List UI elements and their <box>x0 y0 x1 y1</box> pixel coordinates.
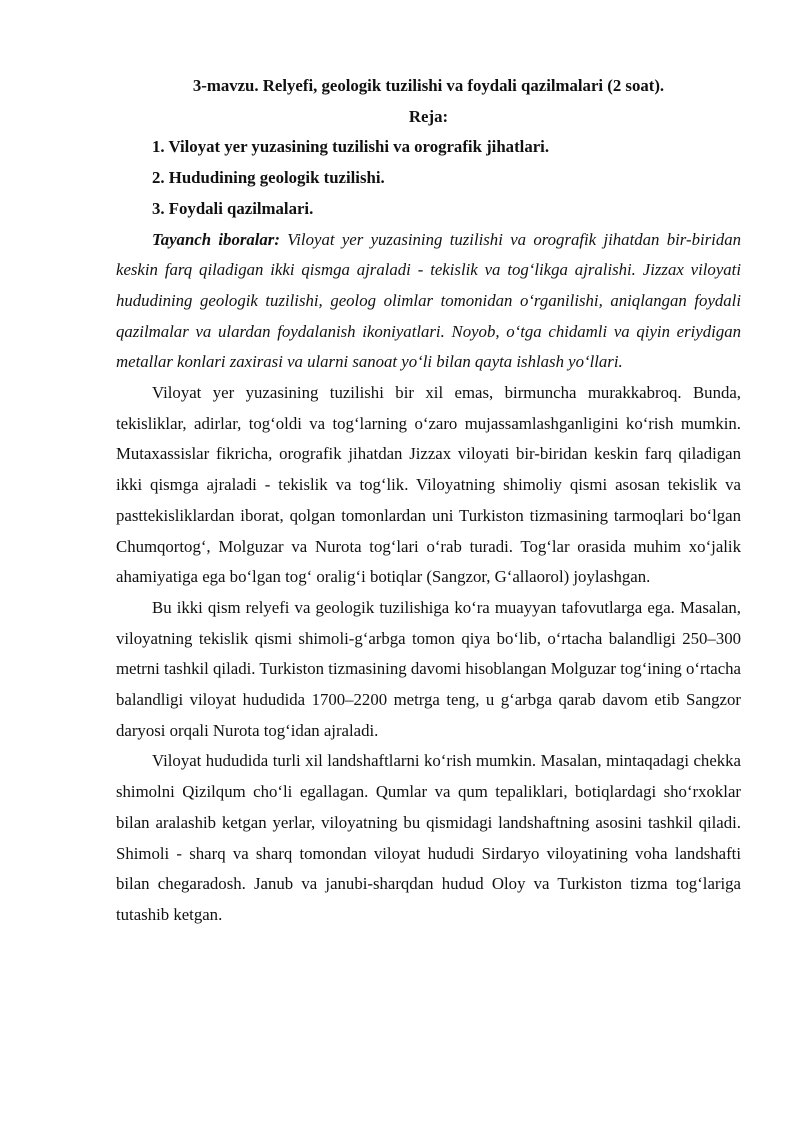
plan-heading: Reja: <box>408 106 449 126</box>
keywords-label: Tayanch iboralar: <box>152 229 280 249</box>
plan-item: 2. Hududining geologik tuzilishi. <box>152 168 385 188</box>
keywords-text: Viloyat yer yuzasining tuzilishi va orografik jihatdan bir-biridan keskin farq qiladigan ikki qismga ajraladi - tekislik va tog‘likga ajralishi. Jizzax viloyati hududining geologik tuzilishi, geolog olimlar tomonidan o‘rganilishi, aniqlangan foydali qazilmalar va ulardan foydalanish ikoniyatlari. Noyob, o‘tga chidamli va qiyin eriydigan metallar konlari zaxirasi va ularni sanoat yo‘li bilan qayta ishlash yo‘llari. <box>116 229 741 372</box>
document-title: 3-mavzu. Relyefi, geologik tuzilishi va foydali qazilmalari (2 soat). <box>192 76 665 95</box>
plan-item: 1. Viloyat yer yuzasining tuzilishi va orografik jihatlari. <box>152 137 550 157</box>
keywords-paragraph <box>116 225 741 379</box>
body-paragraph: Viloyat hududida turli xil landshaftlarni ko‘rish mumkin. Masalan, mintaqadagi chekka shimolni Qizilqum cho‘li egallagan. Qumlar va qum tepaliklari, botiqlardagi sho‘rxoklar bilan aralashib ketgan yerlar, viloyatning bu qismidagi landshaftning asosini tashkil qiladi. Shimoli - sharq va sharq tomondan viloyat hududi Sirdaryo viloyatining voha landshafti bilan chegaradosh. Janub va janubi-sharqdan hudud Oloy va Turkiston tizma tog‘lariga tutashib ketgan. <box>116 751 741 924</box>
body-paragraph: Bu ikki qism relyefi va geologik tuzilishiga ko‘ra muayyan tafovutlarga ega. Masalan, viloyatning tekislik qismi shimoli-g‘arbga tomon qiya bo‘lib, o‘rtacha balandligi 250–300 metrni tashkil qiladi. Turkiston tizmasining davomi hisoblangan Molguzar tog‘ining o‘rtacha balandligi viloyat hududida 1700–2200 metrga teng, u g‘arbga qarab davom etib Sangzor daryosi orqali Nurota tog‘idan ajraladi. <box>116 597 741 740</box>
document-page <box>116 71 741 931</box>
body-paragraph: Viloyat yer yuzasining tuzilishi bir xil emas, birmuncha murakkabroq. Bunda, tekisliklar, adirlar, tog‘oldi va tog‘larning o‘zaro mujassamlashganligini ko‘rish mumkin. Mutaxassislar fikricha, orografik jihatdan Jizzax viloyati bir-biridan keskin farq qiladigan ikki qismga ajraladi - tekislik va tog‘lik. Viloyatning shimoliy qismi asosan tekislik va pasttekisliklardan iborat, qolgan tomonlardan uni Turkiston tizmasining tarmoqlari bo‘lgan Chumqortog‘, Molguzar va Nurota tog‘lari o‘rab turadi. Tog‘lar orasida muhim xo‘jalik ahamiyatiga ega bo‘lgan tog‘ oralig‘i botiqlar (Sangzor, G‘allaorol) joylashgan. <box>116 383 741 587</box>
plan-item: 3. Foydali qazilmalari. <box>152 198 314 218</box>
